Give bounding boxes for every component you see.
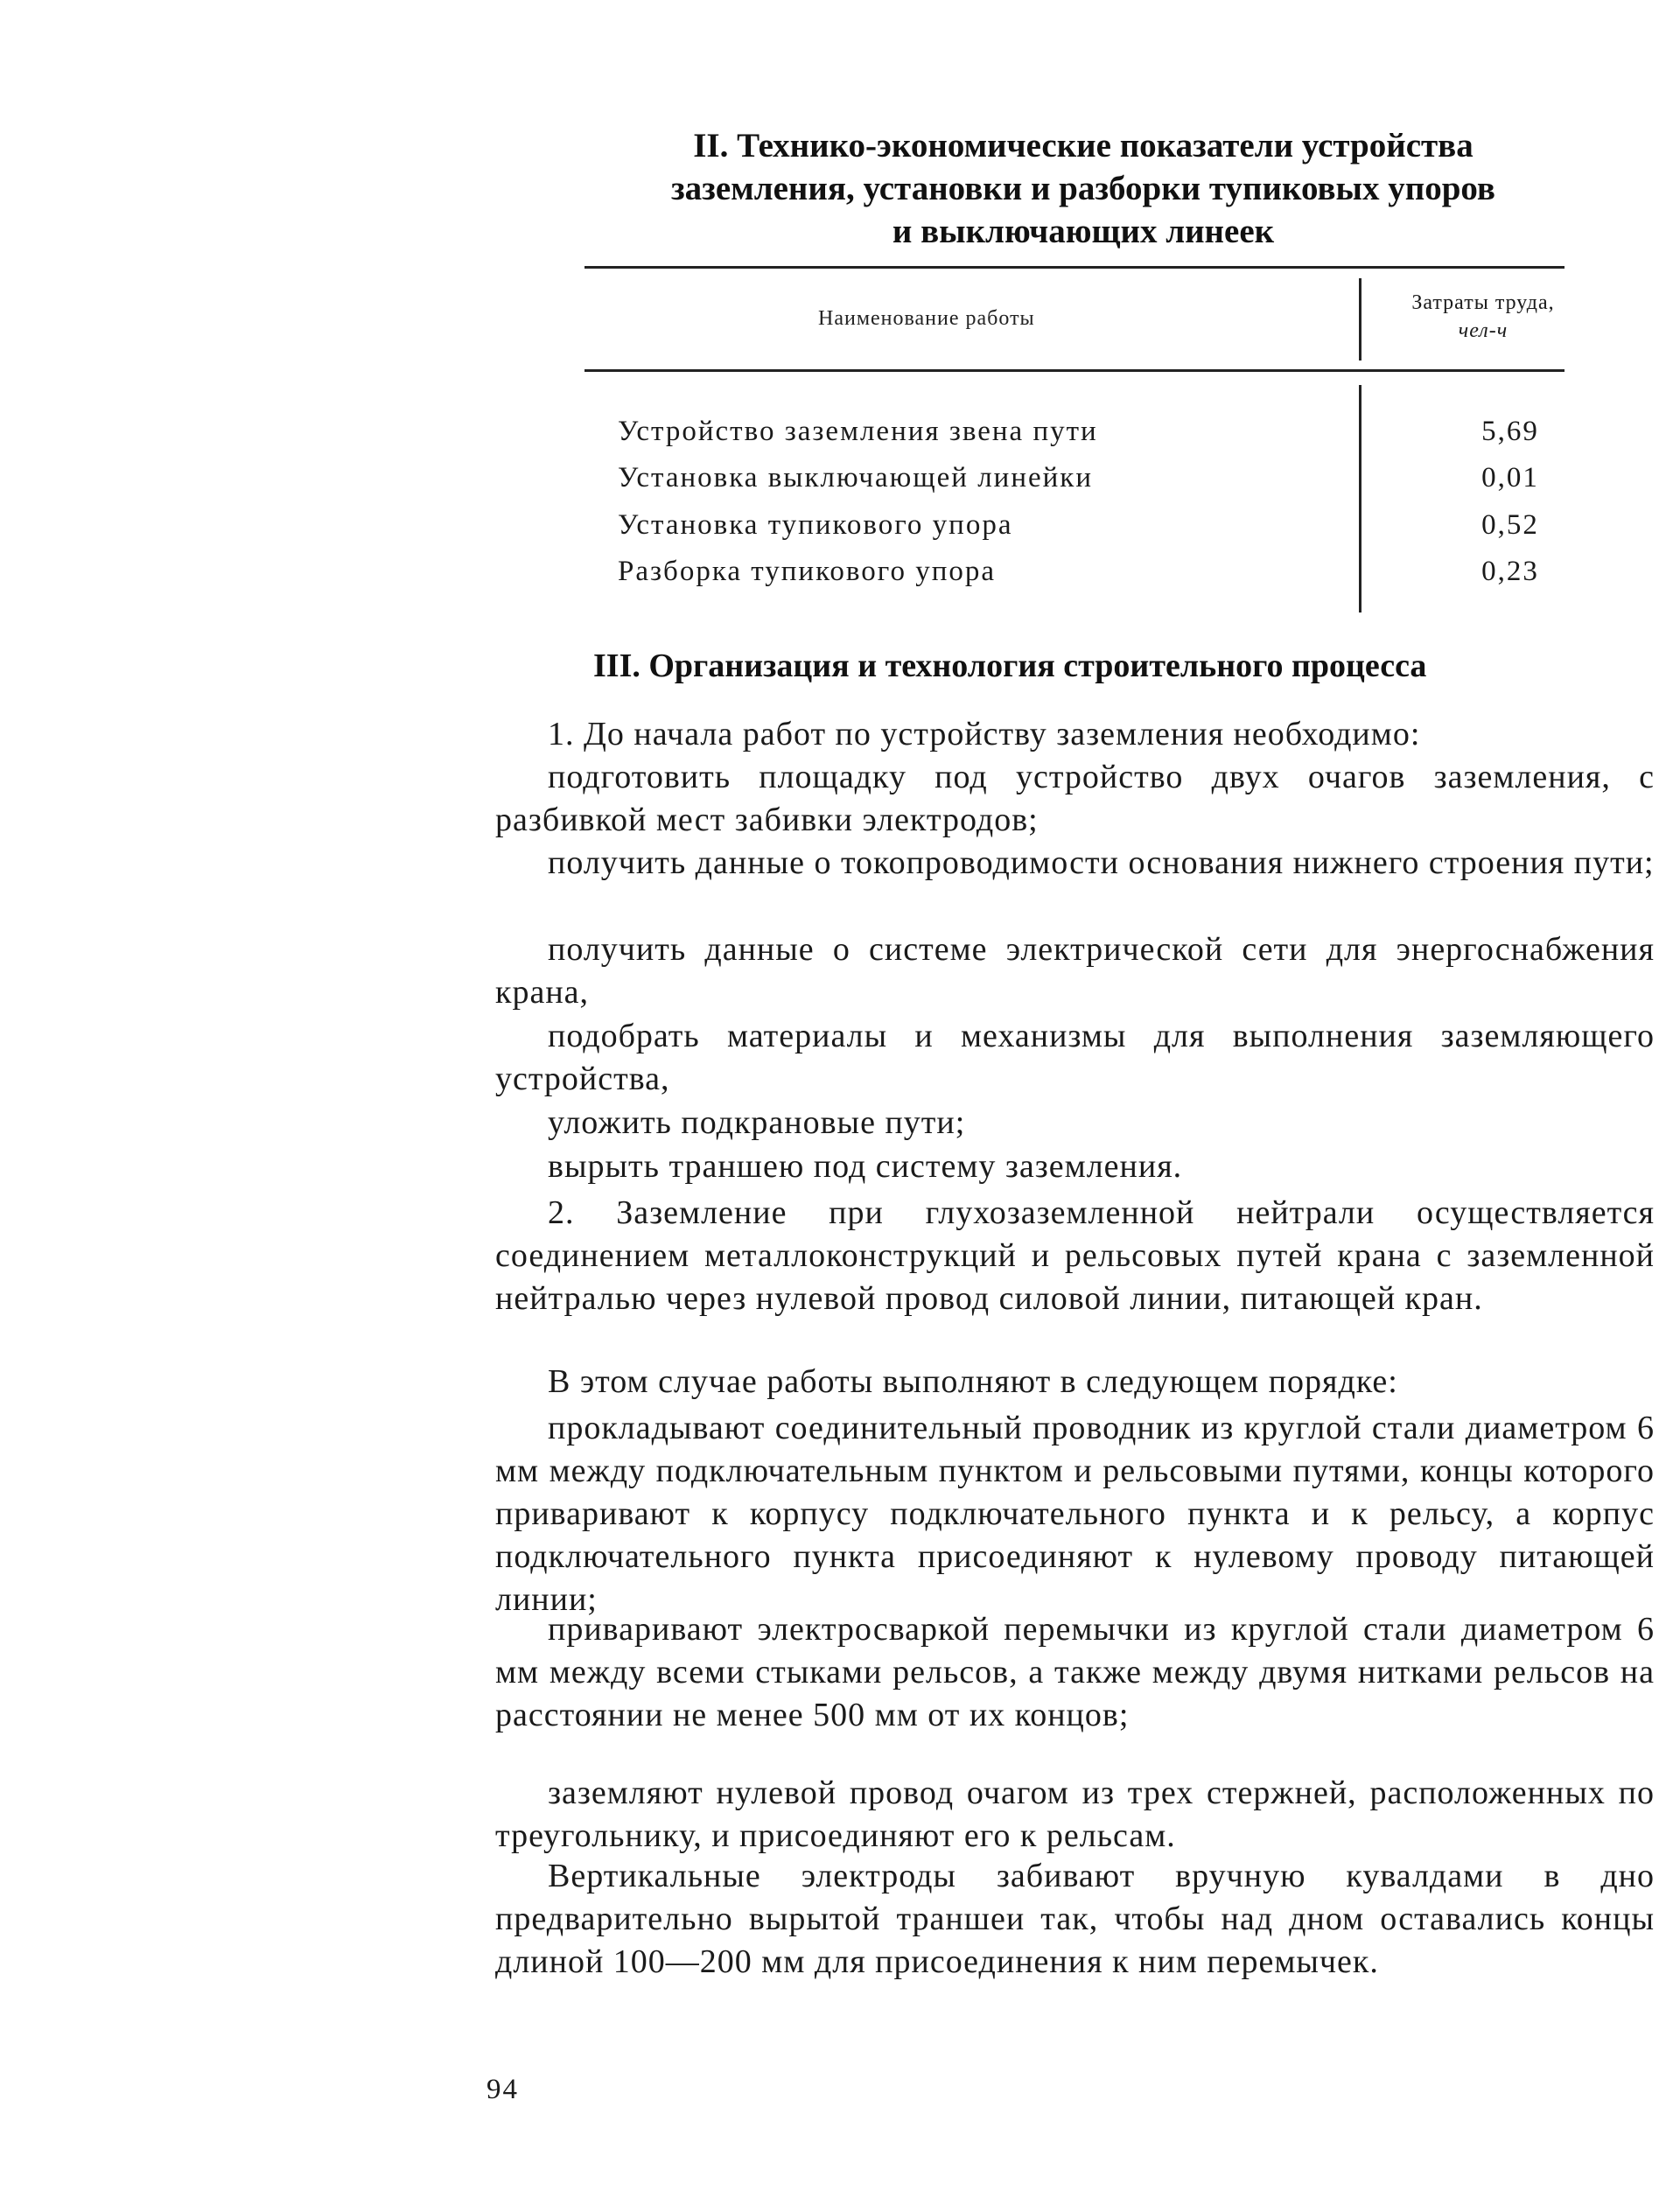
paragraph: подобрать материалы и механизмы для выполнения заземляющего устройства, (495, 1018, 1655, 1097)
section-2-title-line-3: и выключающих линеек (892, 213, 1275, 250)
table-cell-name: Устройство заземления звена пути (618, 416, 1098, 447)
paragraph: уложить подкрановые пути; (548, 1104, 966, 1141)
paragraph: подготовить площадку под устройство двух очагов заземления, с разбивкой мест забивки электродов; (495, 759, 1655, 838)
table-cell-value: 0,23 (1481, 556, 1539, 587)
table-cell-value: 5,69 (1481, 416, 1539, 447)
paragraph: 2. Заземление при глухозаземленной нейтрали осуществляется соединением металлоконструкций и рельсовых путей крана с заземленной нейтралью через нулевой провод силовой линии, питающей кран. (495, 1194, 1655, 1317)
table-top-rule (584, 266, 1564, 269)
paragraph: получить данные о токопроводимости основания нижнего строения пути; (548, 844, 1655, 881)
table-header-labor-unit: чел-ч (1458, 319, 1508, 342)
table-header-divider (1359, 278, 1362, 360)
table-cell-name: Разборка тупикового упора (618, 556, 997, 587)
section-2-title-line-2: заземления, установки и разборки тупиковых упоров (671, 170, 1495, 207)
paragraph: получить данные о системе электрической сети для энергоснабжения крана, (495, 931, 1655, 1011)
table-header-labor (1382, 289, 1584, 345)
table-cell-value: 0,52 (1481, 509, 1539, 541)
paragraph: заземляют нулевой провод очагом из трех стержней, расположенных по треугольнику, и присоединяют его к рельсам. (495, 1774, 1655, 1854)
page-number: 94 (486, 2074, 519, 2105)
paragraph: 1. До начала работ по устройству заземления необходимо: (548, 716, 1421, 752)
table-row (618, 509, 1589, 555)
table-row (618, 416, 1589, 461)
table-row (618, 462, 1589, 508)
paragraph: В этом случае работы выполняют в следующем порядке: (548, 1363, 1398, 1400)
section-3-title: III. Организация и технология строительного процесса (593, 648, 1427, 684)
paragraph: Вертикальные электроды забивают вручную кувалдами в дно предварительно вырытой траншеи так, чтобы над дном оставались концы длиной 100—200 мм для присоединения к ним перемычек. (495, 1858, 1655, 1980)
table-cell-value: 0,01 (1481, 462, 1539, 494)
section-2-title (584, 124, 1582, 253)
paragraph: прокладывают соединительный проводник из круглой стали диаметром 6 мм между подключательным пунктом и рельсовыми путями, концы которого приваривают к корпусу подключательного пункта и к рельсу, а корпус подключательного пункта присоединяют к нулевому проводу питающей линии; (495, 1410, 1655, 1618)
table-row (618, 556, 1589, 601)
section-2-title-line-1: II. Технико-экономические показатели устройства (693, 127, 1474, 164)
table-header-name: Наименование работы (818, 307, 1035, 330)
table-cell-name: Установка выключающей линейки (618, 462, 1093, 494)
paragraph: вырыть траншею под систему заземления. (548, 1148, 1183, 1185)
paragraph: приваривают электросваркой перемычки из круглой стали диаметром 6 мм между всеми стыками рельсов, а также между двумя нитками рельсов на расстоянии не менее 500 мм от их концов; (495, 1611, 1655, 1733)
table-header-labor-label: Затраты труда, (1411, 291, 1555, 314)
table-cell-name: Установка тупикового упора (618, 509, 1013, 541)
table-header-bottom-rule (584, 369, 1564, 372)
